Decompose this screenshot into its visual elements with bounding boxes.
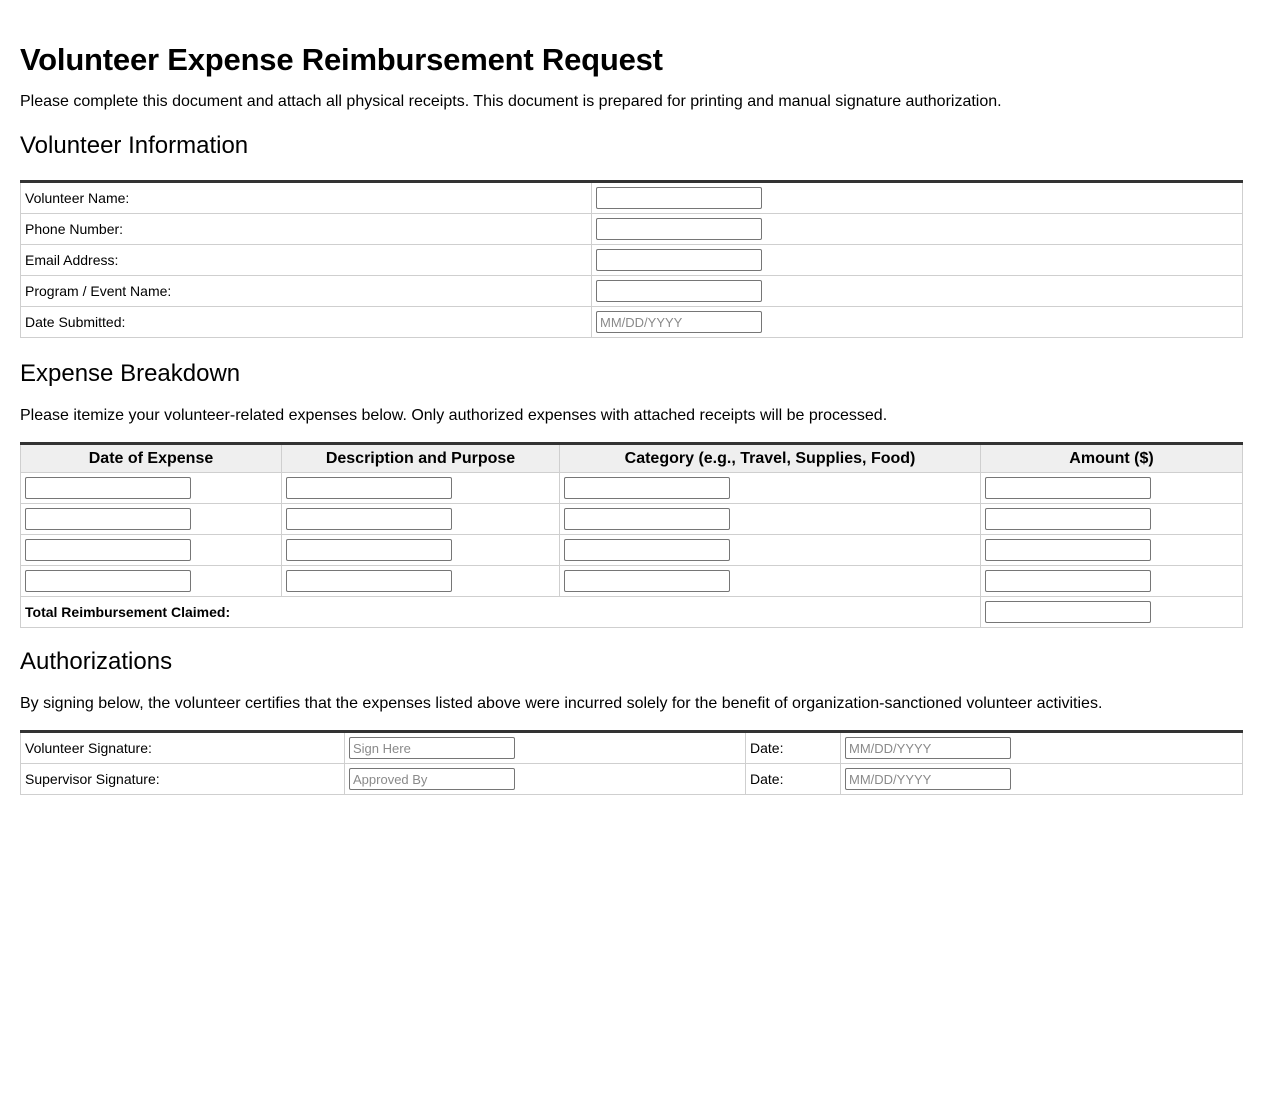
- info-label: Volunteer Name:: [21, 182, 592, 214]
- expense-description-input[interactable]: [286, 570, 452, 592]
- date-submitted-input[interactable]: [596, 311, 762, 333]
- volunteer-signature-input[interactable]: [349, 737, 515, 759]
- column-header-category: Category (e.g., Travel, Supplies, Food): [560, 444, 981, 473]
- phone-number-input[interactable]: [596, 218, 762, 240]
- expense-date-input[interactable]: [25, 477, 191, 499]
- column-header-date: Date of Expense: [21, 444, 282, 473]
- info-row-email: [21, 245, 1243, 276]
- table-row: [21, 535, 1243, 566]
- expense-date-input[interactable]: [25, 570, 191, 592]
- column-header-description: Description and Purpose: [282, 444, 560, 473]
- authorizations-description: By signing below, the volunteer certifies that the expenses listed above were incurred solely for the benefit of organization-sanctioned volunteer activities.: [20, 695, 1103, 712]
- expense-description-input[interactable]: [286, 508, 452, 530]
- info-label: Phone Number:: [21, 214, 592, 245]
- table-row: [21, 504, 1243, 535]
- info-label: Program / Event Name:: [21, 276, 592, 307]
- info-row-phone: [21, 214, 1243, 245]
- authorizations-table: [20, 730, 1243, 795]
- expense-amount-input[interactable]: [985, 477, 1151, 499]
- total-label: Total Reimbursement Claimed:: [21, 597, 981, 628]
- page-title: Volunteer Expense Reimbursement Request: [20, 42, 663, 77]
- supervisor-signature-input[interactable]: [349, 768, 515, 790]
- expense-breakdown-heading: Expense Breakdown: [20, 360, 241, 387]
- date-label: Date:: [746, 732, 841, 764]
- total-amount-input[interactable]: [985, 601, 1151, 623]
- volunteer-name-input[interactable]: [596, 187, 762, 209]
- expense-date-input[interactable]: [25, 539, 191, 561]
- expense-header-row: [21, 444, 1243, 473]
- volunteer-signature-row: [21, 732, 1243, 764]
- expense-amount-input[interactable]: [985, 508, 1151, 530]
- expense-category-input[interactable]: [564, 570, 730, 592]
- table-row: [21, 566, 1243, 597]
- column-header-amount: Amount ($): [981, 444, 1243, 473]
- supervisor-date-input[interactable]: [845, 768, 1011, 790]
- info-row-volunteer-name: [21, 182, 1243, 214]
- volunteer-info-table: [20, 180, 1243, 338]
- intro-text: Please complete this document and attach all physical receipts. This document is prepared for printing and manual signature authorization.: [20, 93, 1002, 110]
- expense-table: [20, 442, 1243, 628]
- expense-amount-input[interactable]: [985, 539, 1151, 561]
- program-event-input[interactable]: [596, 280, 762, 302]
- info-label: Date Submitted:: [21, 307, 592, 338]
- total-row: [21, 597, 1243, 628]
- supervisor-signature-row: [21, 764, 1243, 795]
- expense-date-input[interactable]: [25, 508, 191, 530]
- info-row-date-submitted: [21, 307, 1243, 338]
- expense-description-input[interactable]: [286, 539, 452, 561]
- info-row-program: [21, 276, 1243, 307]
- expense-description-input[interactable]: [286, 477, 452, 499]
- expense-category-input[interactable]: [564, 539, 730, 561]
- authorizations-heading: Authorizations: [20, 648, 173, 675]
- date-label: Date:: [746, 764, 841, 795]
- expense-description: Please itemize your volunteer-related expenses below. Only authorized expenses with attached receipts will be processed.: [20, 407, 888, 424]
- info-label: Email Address:: [21, 245, 592, 276]
- signature-label: Supervisor Signature:: [21, 764, 345, 795]
- expense-category-input[interactable]: [564, 477, 730, 499]
- email-address-input[interactable]: [596, 249, 762, 271]
- expense-amount-input[interactable]: [985, 570, 1151, 592]
- expense-category-input[interactable]: [564, 508, 730, 530]
- signature-label: Volunteer Signature:: [21, 732, 345, 764]
- table-row: [21, 473, 1243, 504]
- volunteer-info-heading: Volunteer Information: [20, 132, 249, 159]
- volunteer-date-input[interactable]: [845, 737, 1011, 759]
